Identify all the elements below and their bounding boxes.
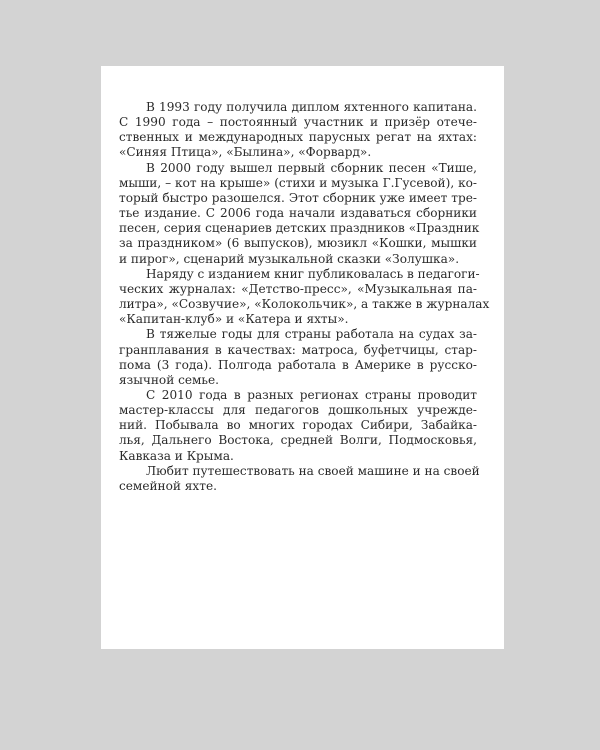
text-line: С 2010 года в разных регионах страны проводит [146,387,477,402]
text-line: В тяжелые годы для страны работала на судах за- [146,327,477,342]
paragraph [119,388,477,464]
text-line: торый быстро разошелся. Этот сборник уже имеет тре- [119,190,477,205]
text-line: «Синяя Птица», «Былина», «Форвард». [119,145,372,160]
paragraph [119,327,477,388]
text-line: и пирог», сценарий музыкальной сказки «Золушка». [119,251,460,266]
text-line: мастер-классы для педагогов дошкольных учрежде- [119,403,477,418]
text-line: «Капитан-клуб» и «Катера и яхты». [119,312,349,327]
text-line: В 1993 году получила диплом яхтенного капитана. [146,100,477,114]
paragraph [119,160,480,267]
text-line: ческих журналах: «Детство-пресс», «Музыкальная па- [119,281,477,296]
text-line: песен, серия сценариев детских праздников «Праздник [119,221,480,236]
text-line: Наряду с изданием книг публиковалась в педагоги- [146,266,480,281]
text-line: пома (3 года). Полгода работала в Америке в русско- [119,357,477,372]
text-line: тье издание. С 2006 года начали издаваться сборники [119,206,477,221]
paragraph [119,463,480,494]
text-line: мыши, – кот на крыше» (стихи и музыка Г.Гусевой), ко- [119,175,477,190]
text-line: В 2000 году вышел первый сборник песен «Тише, [146,160,477,175]
text-line: Кавказа и Крыма. [119,448,234,463]
biography-text [119,100,490,494]
text-line: гранплавания в качествах: матроса, буфетчицы, стар- [119,342,477,357]
paragraph [119,266,490,328]
text-line: язычной семье. [119,372,220,387]
text-line: ний. Побывала во многих городах Сибири, Забайка- [119,418,477,433]
paragraph [119,100,477,161]
text-line: ственных и международных парусных регат на яхтах: [119,130,477,145]
text-line: за праздником» (6 выпусков), мюзикл «Кошки, мышки [119,236,477,251]
text-line: С 1990 года – постоянный участник и призёр отече- [119,115,477,130]
text-line: лья, Дальнего Востока, средней Волги, Подмосковья, [119,433,477,448]
book-page [101,66,504,649]
text-line: семейной яхте. [119,478,217,493]
text-line: Любит путешествовать на своей машине и на своей [146,463,480,478]
text-line: литра», «Созвучие», «Колокольчик», а также в журналах [119,297,490,312]
